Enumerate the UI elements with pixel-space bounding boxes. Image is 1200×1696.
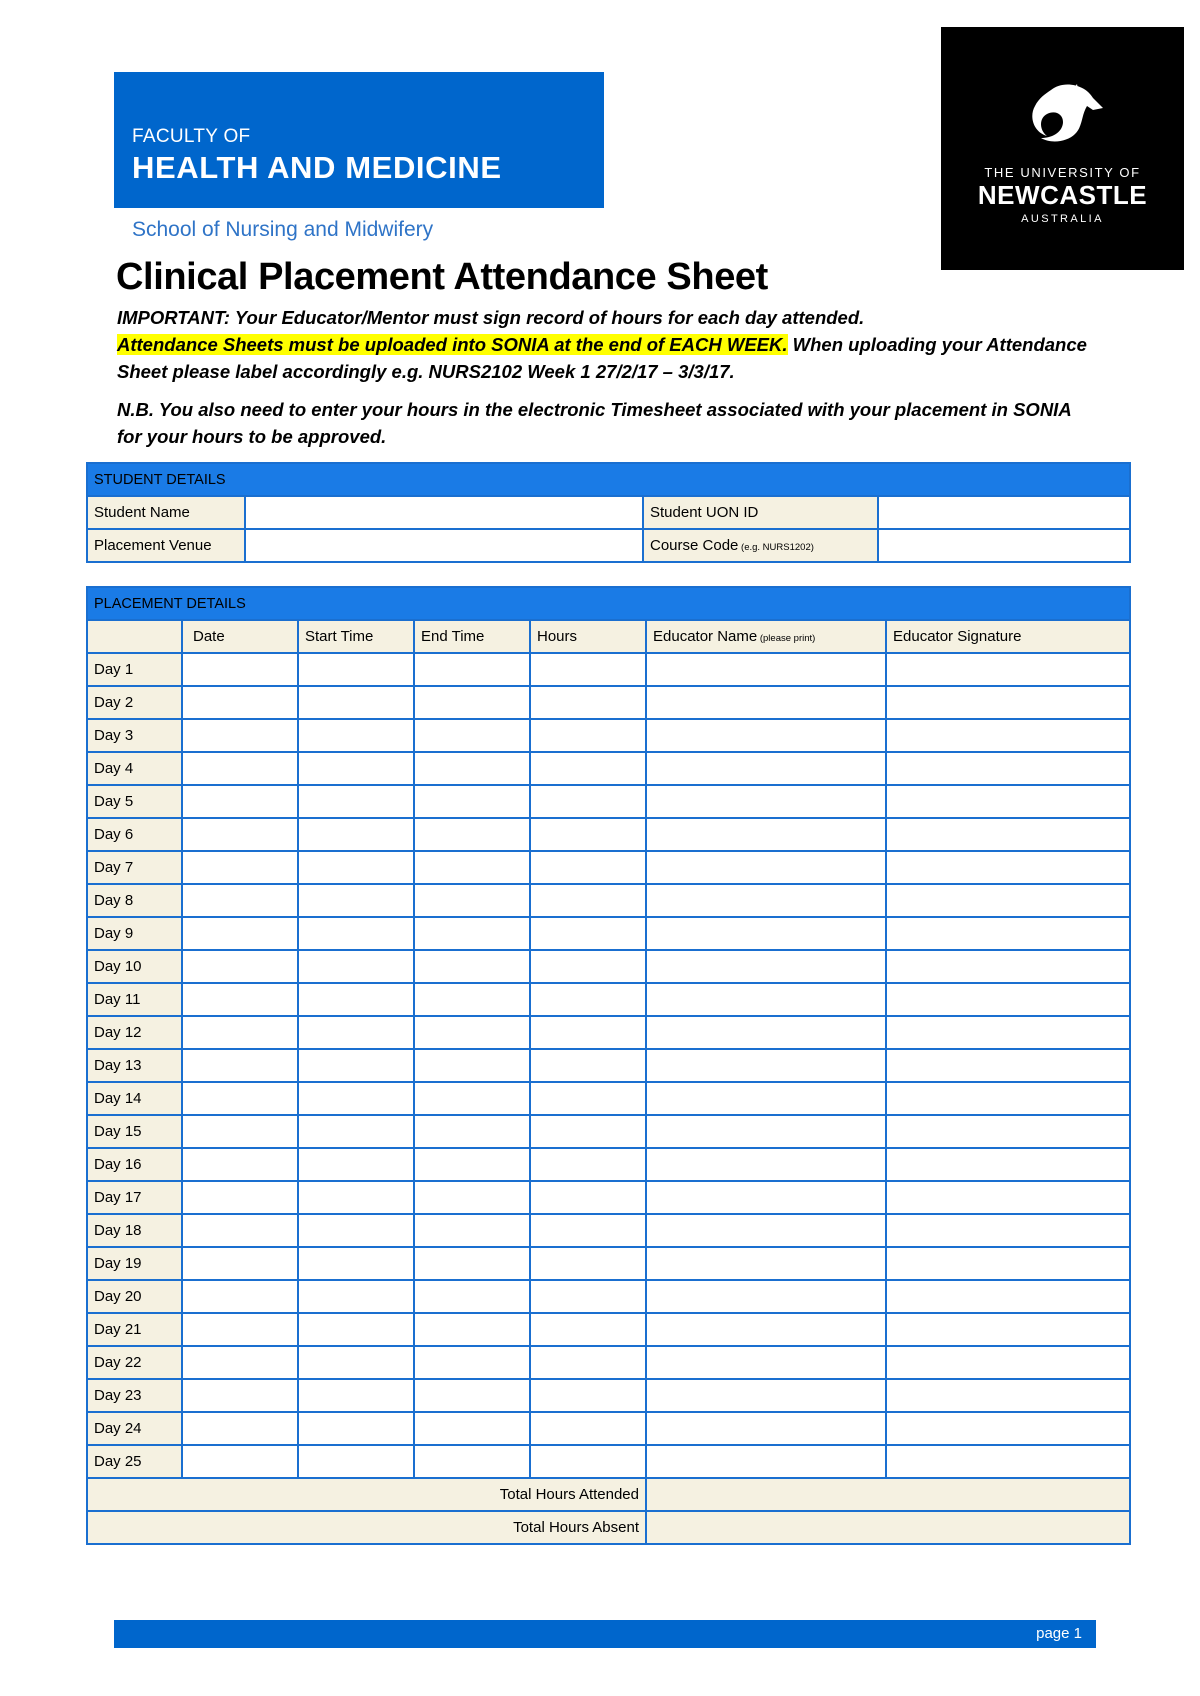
end-time-cell[interactable]	[414, 785, 530, 818]
educator-name-cell[interactable]	[646, 884, 886, 917]
educator-name-cell[interactable]	[646, 1115, 886, 1148]
educator-signature-cell[interactable]	[886, 752, 1130, 785]
total-hours-attended-field[interactable]	[646, 1478, 1130, 1511]
course-code-field[interactable]	[878, 529, 1130, 562]
date-cell[interactable]	[182, 1016, 298, 1049]
school-name: School of Nursing and Midwifery	[132, 218, 434, 241]
day-label: Day 16	[87, 1148, 182, 1181]
university-line2: NEWCASTLE	[977, 180, 1148, 210]
table-row	[87, 917, 1130, 950]
educator-signature-cell[interactable]	[886, 1181, 1130, 1214]
instructions-paragraph	[117, 304, 1097, 385]
end-time-cell[interactable]	[414, 719, 530, 752]
start-time-cell[interactable]	[298, 818, 414, 851]
header-start-time: Start Time	[298, 620, 414, 653]
day-label: Day 17	[87, 1181, 182, 1214]
hours-cell[interactable]	[530, 719, 646, 752]
placement-venue-field[interactable]	[245, 529, 643, 562]
date-cell[interactable]	[182, 1115, 298, 1148]
educator-signature-cell[interactable]	[886, 653, 1130, 686]
table-row	[87, 851, 1130, 884]
educator-name-cell[interactable]	[646, 686, 886, 719]
educator-signature-cell[interactable]	[886, 1049, 1130, 1082]
educator-signature-cell[interactable]	[886, 686, 1130, 719]
start-time-cell[interactable]	[298, 1049, 414, 1082]
day-label: Day 7	[87, 851, 182, 884]
start-time-cell[interactable]	[298, 884, 414, 917]
date-cell[interactable]	[182, 983, 298, 1016]
table-row	[87, 1379, 1130, 1412]
hours-cell[interactable]	[530, 1082, 646, 1115]
start-time-cell[interactable]	[298, 686, 414, 719]
hours-cell[interactable]	[530, 1313, 646, 1346]
day-label: Day 10	[87, 950, 182, 983]
day-label: Day 24	[87, 1412, 182, 1445]
start-time-cell[interactable]	[298, 1214, 414, 1247]
end-time-cell[interactable]	[414, 950, 530, 983]
start-time-cell[interactable]	[298, 1082, 414, 1115]
table-row	[87, 950, 1130, 983]
day-label: Day 13	[87, 1049, 182, 1082]
day-label: Day 22	[87, 1346, 182, 1379]
educator-name-cell[interactable]	[646, 818, 886, 851]
end-time-cell[interactable]	[414, 1280, 530, 1313]
date-cell[interactable]	[182, 785, 298, 818]
educator-signature-cell[interactable]	[886, 1214, 1130, 1247]
day-label: Day 9	[87, 917, 182, 950]
header-educator-name-text: Educator Name	[653, 628, 758, 645]
end-time-cell[interactable]	[414, 818, 530, 851]
total-hours-attended-label: Total Hours Attended	[87, 1478, 646, 1511]
header-end-time: End Time	[414, 620, 530, 653]
hours-cell[interactable]	[530, 785, 646, 818]
end-time-cell[interactable]	[414, 1412, 530, 1445]
date-cell[interactable]	[182, 884, 298, 917]
educator-name-cell[interactable]	[646, 653, 886, 686]
placement-details-table	[86, 586, 1131, 1545]
educator-signature-cell[interactable]	[886, 1445, 1130, 1478]
educator-signature-cell[interactable]	[886, 818, 1130, 851]
educator-signature-cell[interactable]	[886, 950, 1130, 983]
table-row	[87, 1148, 1130, 1181]
start-time-cell[interactable]	[298, 785, 414, 818]
educator-signature-cell[interactable]	[886, 1082, 1130, 1115]
table-row	[87, 1280, 1130, 1313]
end-time-cell[interactable]	[414, 1148, 530, 1181]
date-cell[interactable]	[182, 686, 298, 719]
end-time-cell[interactable]	[414, 851, 530, 884]
hours-cell[interactable]	[530, 1445, 646, 1478]
end-time-cell[interactable]	[414, 917, 530, 950]
date-cell[interactable]	[182, 1181, 298, 1214]
table-row	[87, 1247, 1130, 1280]
start-time-cell[interactable]	[298, 1346, 414, 1379]
date-cell[interactable]	[182, 1049, 298, 1082]
end-time-cell[interactable]	[414, 983, 530, 1016]
end-time-cell[interactable]	[414, 1313, 530, 1346]
end-time-cell[interactable]	[414, 653, 530, 686]
table-row	[87, 1313, 1130, 1346]
educator-name-cell[interactable]	[646, 719, 886, 752]
faculty-banner	[114, 72, 604, 208]
educator-signature-cell[interactable]	[886, 1115, 1130, 1148]
hours-cell[interactable]	[530, 1214, 646, 1247]
page-title: Clinical Placement Attendance Sheet	[116, 256, 768, 298]
course-code-label-text: Course Code	[650, 537, 739, 554]
educator-name-cell[interactable]	[646, 1379, 886, 1412]
student-name-field[interactable]	[245, 496, 643, 529]
day-label: Day 15	[87, 1115, 182, 1148]
start-time-cell[interactable]	[298, 917, 414, 950]
educator-signature-cell[interactable]	[886, 1346, 1130, 1379]
day-label: Day 23	[87, 1379, 182, 1412]
hours-cell[interactable]	[530, 653, 646, 686]
highlighted-note: Attendance Sheets must be uploaded into SONIA at the end of EACH WEEK.	[117, 334, 788, 355]
start-time-cell[interactable]	[298, 1115, 414, 1148]
educator-signature-cell[interactable]	[886, 1247, 1130, 1280]
end-time-cell[interactable]	[414, 1082, 530, 1115]
day-label: Day 1	[87, 653, 182, 686]
date-cell[interactable]	[182, 1214, 298, 1247]
educator-name-cell[interactable]	[646, 1214, 886, 1247]
table-row	[87, 983, 1130, 1016]
table-row	[87, 653, 1130, 686]
date-cell[interactable]	[182, 1280, 298, 1313]
day-label: Day 11	[87, 983, 182, 1016]
day-label: Day 21	[87, 1313, 182, 1346]
hours-cell[interactable]	[530, 1148, 646, 1181]
course-code-hint: (e.g. NURS1202)	[738, 542, 814, 553]
table-row	[87, 818, 1130, 851]
hours-cell[interactable]	[530, 1412, 646, 1445]
end-time-cell[interactable]	[414, 1115, 530, 1148]
student-uon-id-label: Student UON ID	[643, 496, 878, 529]
educator-signature-cell[interactable]	[886, 785, 1130, 818]
end-time-cell[interactable]	[414, 1181, 530, 1214]
student-details-heading: STUDENT DETAILS	[87, 463, 1130, 496]
educator-name-cell[interactable]	[646, 1148, 886, 1181]
day-label: Day 8	[87, 884, 182, 917]
educator-signature-cell[interactable]	[886, 851, 1130, 884]
educator-name-cell[interactable]	[646, 1313, 886, 1346]
educator-signature-cell[interactable]	[886, 983, 1130, 1016]
educator-name-cell[interactable]	[646, 1181, 886, 1214]
table-row	[87, 1115, 1130, 1148]
header-hours: Hours	[530, 620, 646, 653]
placement-details-heading: PLACEMENT DETAILS	[87, 587, 1130, 620]
end-time-cell[interactable]	[414, 1247, 530, 1280]
end-time-cell[interactable]	[414, 1049, 530, 1082]
date-cell[interactable]	[182, 1379, 298, 1412]
day-label: Day 4	[87, 752, 182, 785]
date-cell[interactable]	[182, 653, 298, 686]
date-cell[interactable]	[182, 818, 298, 851]
educator-signature-cell[interactable]	[886, 1412, 1130, 1445]
header-blank	[87, 620, 182, 653]
course-code-label	[643, 529, 878, 562]
start-time-cell[interactable]	[298, 851, 414, 884]
educator-signature-cell[interactable]	[886, 1313, 1130, 1346]
day-label: Day 12	[87, 1016, 182, 1049]
educator-name-cell[interactable]	[646, 1412, 886, 1445]
date-cell[interactable]	[182, 917, 298, 950]
educator-name-cell[interactable]	[646, 752, 886, 785]
date-cell[interactable]	[182, 1445, 298, 1478]
table-row	[87, 719, 1130, 752]
date-cell[interactable]	[182, 1412, 298, 1445]
instructions	[117, 304, 1097, 450]
table-row	[87, 1346, 1130, 1379]
table-row	[87, 752, 1130, 785]
end-time-cell[interactable]	[414, 1214, 530, 1247]
day-label: Day 5	[87, 785, 182, 818]
hours-cell[interactable]	[530, 1346, 646, 1379]
table-row	[87, 1082, 1130, 1115]
start-time-cell[interactable]	[298, 719, 414, 752]
start-time-cell[interactable]	[298, 1247, 414, 1280]
hours-cell[interactable]	[530, 1115, 646, 1148]
hours-cell[interactable]	[530, 1379, 646, 1412]
university-line1: THE UNIVERSITY OF	[984, 165, 1141, 180]
start-time-cell[interactable]	[298, 950, 414, 983]
date-cell[interactable]	[182, 719, 298, 752]
day-label: Day 18	[87, 1214, 182, 1247]
educator-name-cell[interactable]	[646, 950, 886, 983]
table-row	[87, 1445, 1130, 1478]
university-line3: AUSTRALIA	[1021, 213, 1104, 225]
start-time-cell[interactable]	[298, 653, 414, 686]
date-cell[interactable]	[182, 1346, 298, 1379]
hours-cell[interactable]	[530, 686, 646, 719]
educator-signature-cell[interactable]	[886, 1379, 1130, 1412]
date-cell[interactable]	[182, 1247, 298, 1280]
educator-signature-cell[interactable]	[886, 1280, 1130, 1313]
educator-name-cell[interactable]	[646, 1016, 886, 1049]
table-row	[87, 1016, 1130, 1049]
date-cell[interactable]	[182, 1082, 298, 1115]
educator-name-cell[interactable]	[646, 1445, 886, 1478]
table-row	[87, 884, 1130, 917]
educator-name-cell[interactable]	[646, 1280, 886, 1313]
hours-cell[interactable]	[530, 1280, 646, 1313]
date-cell[interactable]	[182, 1148, 298, 1181]
end-time-cell[interactable]	[414, 884, 530, 917]
educator-name-cell[interactable]	[646, 1247, 886, 1280]
start-time-cell[interactable]	[298, 1445, 414, 1478]
hours-cell[interactable]	[530, 818, 646, 851]
day-label: Day 2	[87, 686, 182, 719]
header-educator-signature: Educator Signature	[886, 620, 1130, 653]
date-cell[interactable]	[182, 950, 298, 983]
hours-cell[interactable]	[530, 752, 646, 785]
hours-cell[interactable]	[530, 884, 646, 917]
end-time-cell[interactable]	[414, 752, 530, 785]
total-hours-absent-field[interactable]	[646, 1511, 1130, 1544]
start-time-cell[interactable]	[298, 1412, 414, 1445]
day-label: Day 14	[87, 1082, 182, 1115]
hours-cell[interactable]	[530, 983, 646, 1016]
total-hours-absent-label: Total Hours Absent	[87, 1511, 646, 1544]
date-cell[interactable]	[182, 1313, 298, 1346]
end-time-cell[interactable]	[414, 1379, 530, 1412]
date-cell[interactable]	[182, 752, 298, 785]
start-time-cell[interactable]	[298, 1148, 414, 1181]
seahorse-crest-icon	[1021, 82, 1105, 154]
hours-cell[interactable]	[530, 1049, 646, 1082]
table-row	[87, 1214, 1130, 1247]
hours-cell[interactable]	[530, 1016, 646, 1049]
start-time-cell[interactable]	[298, 1280, 414, 1313]
educator-name-cell[interactable]	[646, 917, 886, 950]
table-row	[87, 1049, 1130, 1082]
educator-name-cell[interactable]	[646, 983, 886, 1016]
end-time-cell[interactable]	[414, 1346, 530, 1379]
nb-note: N.B. You also need to enter your hours in the electronic Timesheet associated with your placement in SONIA for your hours to be approved.	[117, 399, 1071, 447]
day-label: Day 20	[87, 1280, 182, 1313]
educator-signature-cell[interactable]	[886, 719, 1130, 752]
header-date: Date	[182, 620, 298, 653]
educator-name-cell[interactable]	[646, 1346, 886, 1379]
header-educator-hint: (please print)	[757, 633, 816, 644]
header-educator-name	[646, 620, 886, 653]
table-row	[87, 686, 1130, 719]
end-time-cell[interactable]	[414, 686, 530, 719]
student-name-label: Student Name	[87, 496, 245, 529]
hours-cell[interactable]	[530, 851, 646, 884]
educator-name-cell[interactable]	[646, 1049, 886, 1082]
student-uon-id-field[interactable]	[878, 496, 1130, 529]
educator-name-cell[interactable]	[646, 785, 886, 818]
date-cell[interactable]	[182, 851, 298, 884]
day-rows	[87, 653, 1130, 1478]
hours-cell[interactable]	[530, 917, 646, 950]
hours-cell[interactable]	[530, 950, 646, 983]
table-row	[87, 1181, 1130, 1214]
educator-name-cell[interactable]	[646, 1082, 886, 1115]
university-logo	[941, 27, 1184, 270]
start-time-cell[interactable]	[298, 1313, 414, 1346]
educator-signature-cell[interactable]	[886, 1148, 1130, 1181]
educator-signature-cell[interactable]	[886, 917, 1130, 950]
educator-signature-cell[interactable]	[886, 1016, 1130, 1049]
day-label: Day 3	[87, 719, 182, 752]
educator-signature-cell[interactable]	[886, 884, 1130, 917]
day-label: Day 19	[87, 1247, 182, 1280]
page-number: page 1	[1036, 1625, 1082, 1642]
important-note: IMPORTANT: Your Educator/Mentor must sign record of hours for each day attended.	[117, 307, 865, 328]
end-time-cell[interactable]	[414, 1445, 530, 1478]
footer-bar	[114, 1620, 1096, 1648]
table-row	[87, 785, 1130, 818]
hours-cell[interactable]	[530, 1247, 646, 1280]
day-label: Day 25	[87, 1445, 182, 1478]
faculty-line1: FACULTY OF	[132, 126, 251, 147]
placement-venue-label: Placement Venue	[87, 529, 245, 562]
faculty-line2: HEALTH AND MEDICINE	[132, 150, 502, 185]
start-time-cell[interactable]	[298, 1181, 414, 1214]
upload-note: When uploading your Attendance Sheet please label accordingly e.g. NURS2102 Week 1 27/2/17 – 3/3/17.	[117, 334, 1087, 382]
student-details-table	[86, 462, 1131, 563]
start-time-cell[interactable]	[298, 1379, 414, 1412]
day-label: Day 6	[87, 818, 182, 851]
educator-name-cell[interactable]	[646, 851, 886, 884]
start-time-cell[interactable]	[298, 752, 414, 785]
end-time-cell[interactable]	[414, 1016, 530, 1049]
start-time-cell[interactable]	[298, 1016, 414, 1049]
start-time-cell[interactable]	[298, 983, 414, 1016]
hours-cell[interactable]	[530, 1181, 646, 1214]
table-row	[87, 1412, 1130, 1445]
